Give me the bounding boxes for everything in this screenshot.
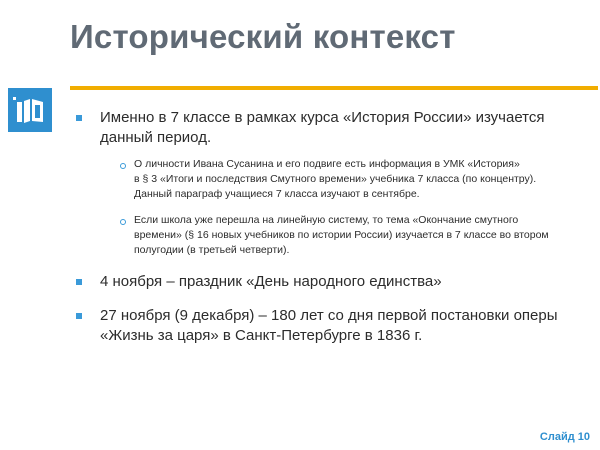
bullet-item: [70, 108, 590, 148]
ip-logo-icon: [8, 88, 52, 132]
bullet-text-line: «Жизнь за царя» в Санкт-Петербурге в 1836 г.: [100, 327, 423, 344]
square-bullet-icon: [76, 279, 82, 285]
square-bullet-icon: [76, 115, 82, 121]
bullet-text-line: 4 ноября – праздник «День народного единства»: [100, 273, 442, 290]
slide-content: [70, 108, 590, 346]
sub-bullet-text-line: в § 3 «Итоги и последствия Смутного времени» учебника 7 класса (по концентру).: [134, 173, 537, 185]
circle-bullet-icon: [120, 219, 126, 225]
sub-bullet-text-line: полугодии (в третьей четверти).: [134, 244, 290, 256]
sub-bullet-text-line: Если школа уже перешла на линейную систему, то тема «Окончание смутного: [134, 214, 519, 226]
bullet-item: [70, 272, 590, 292]
bullet-text-line: Именно в 7 классе в рамках курса «История России» изучается: [100, 109, 545, 126]
sub-bullet-item: [70, 157, 590, 202]
slide-number: Слайд 10: [539, 431, 590, 443]
bullet-item: [70, 306, 590, 346]
sub-bullet-text-line: О личности Ивана Сусанина и его подвиге есть информация в УМК «История»: [134, 158, 520, 170]
square-bullet-icon: [76, 313, 82, 319]
sub-bullet-item: [70, 213, 590, 258]
sub-bullet-text-line: времени» (§ 16 новых учебников по истории России) изучается в 7 классе во втором: [134, 229, 549, 241]
bullet-text-line: 27 ноября (9 декабря) – 180 лет со дня первой постановки оперы: [100, 307, 558, 324]
bullet-text-line: данный период.: [100, 129, 212, 146]
title-underline: [70, 86, 598, 90]
sub-bullet-text-line: Данный параграф учащиеся 7 класса изучают в сентябре.: [134, 188, 420, 200]
circle-bullet-icon: [120, 163, 126, 169]
slide-title: Исторический контекст: [70, 18, 456, 55]
